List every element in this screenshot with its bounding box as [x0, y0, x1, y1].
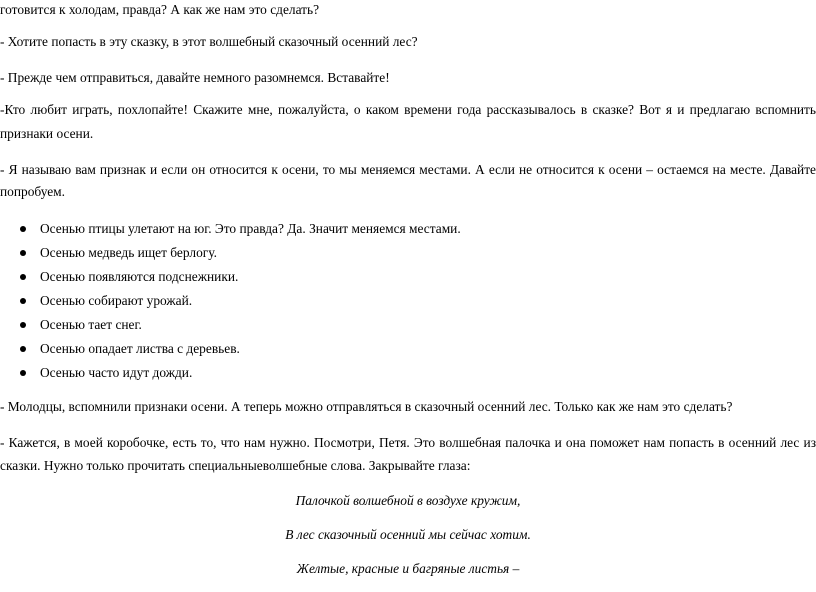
- bullet-icon: [20, 370, 26, 376]
- bullet-icon: [20, 346, 26, 352]
- bullet-icon: [20, 298, 26, 304]
- bullet-icon: [20, 274, 26, 280]
- bullet-icon: [20, 250, 26, 256]
- poem-line-2: В лес сказочный осенний мы сейчас хотим.: [285, 527, 531, 542]
- list-item-text: Осенью собирают урожай.: [40, 293, 193, 308]
- list-item-text: Осенью часто идут дожди.: [40, 365, 193, 380]
- paragraph-magic-box-line-1: - Кажется, в моей коробочке, есть то, что нам нужно. Посмотри, Петя. Это волшебная палочка и она поможет нам попасть в осенний лес из: [0, 435, 816, 450]
- paragraph-question-fairy-forest: - Хотите попасть в эту сказку, в этот волшебный сказочный осенний лес?: [0, 34, 418, 49]
- paragraph-clap-line-2: признаки осени.: [0, 126, 94, 141]
- list-item-text: Осенью птицы улетают на юг. Это правда? Да. Значит меняемся местами.: [40, 221, 461, 236]
- poem-line-1: Палочкой волшебной в воздухе кружим,: [295, 493, 521, 508]
- paragraph-intro-fragment: готовится к холодам, правда? А как же нам это сделать?: [0, 2, 320, 17]
- paragraph-magic-box-line-2: сказки. Нужно только прочитать специальныеволшебные слова. Закрывайте глаза:: [0, 458, 471, 473]
- poem-line-3: Желтые, красные и багряные листья –: [296, 561, 520, 576]
- bullet-icon: [20, 226, 26, 232]
- list-item-text: Осенью медведь ищет берлогу.: [40, 245, 217, 260]
- list-item-text: Осенью появляются подснежники.: [40, 269, 239, 284]
- paragraph-game-rules-line-1: - Я называю вам признак и если он относится к осени, то мы меняемся местами. А если не относится к осени – остаемся на месте. Давайте: [0, 162, 816, 177]
- paragraph-clap-line-1: -Кто любит играть, похлопайте! Скажите мне, пожалуйста, о каком времени года рассказывалось в сказке? Вот я и предлагаю вспомнить: [0, 102, 816, 117]
- paragraph-game-rules-line-2: попробуем.: [0, 184, 66, 199]
- bullet-icon: [20, 322, 26, 328]
- list-item-text: Осенью опадает листва с деревьев.: [40, 341, 240, 356]
- paragraph-warm-up: - Прежде чем отправиться, давайте немного разомнемся. Вставайте!: [0, 70, 390, 85]
- paragraph-praise: - Молодцы, вспомнили признаки осени. А теперь можно отправляться в сказочный осенний лес. Только как же нам это сделать?: [0, 399, 733, 414]
- list-item-text: Осенью тает снег.: [40, 317, 142, 332]
